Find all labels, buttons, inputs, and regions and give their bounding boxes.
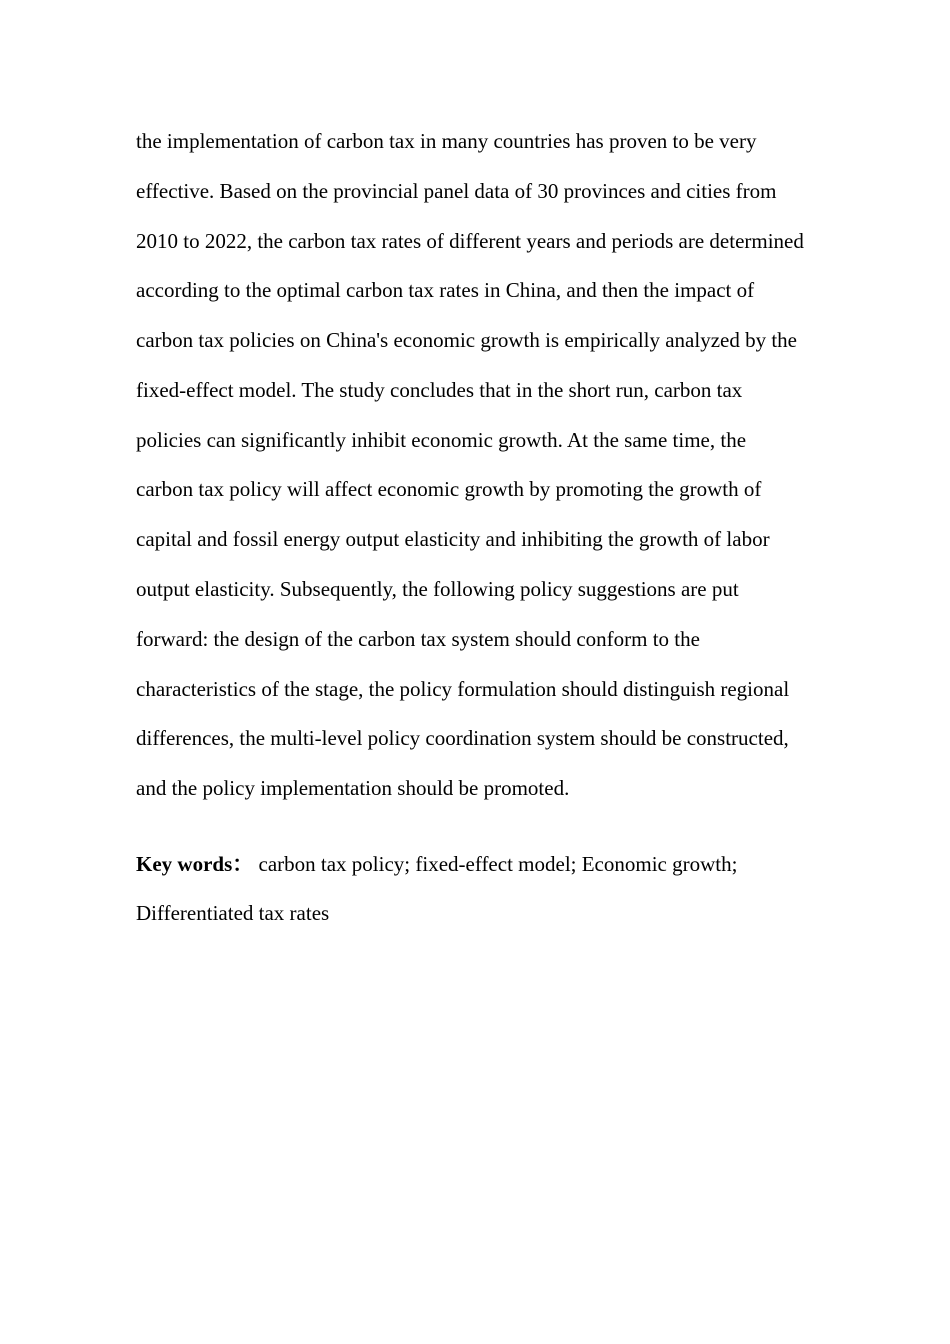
abstract-line: carbon tax policy will affect economic growth by promoting the growth of bbox=[136, 477, 762, 501]
abstract-line: and the policy implementation should be promoted. bbox=[136, 776, 570, 800]
abstract-line: carbon tax policies on China's economic growth is empirically analyzed by the bbox=[136, 328, 798, 352]
abstract-line: differences, the multi-level policy coordination system should be constructed, bbox=[136, 726, 789, 750]
abstract-line: characteristics of the stage, the policy formulation should distinguish regional bbox=[136, 677, 790, 701]
keywords-line bbox=[136, 852, 737, 876]
abstract-line: effective. Based on the provincial panel data of 30 provinces and cities from bbox=[136, 179, 777, 203]
abstract-line: output elasticity. Subsequently, the following policy suggestions are put bbox=[136, 577, 739, 601]
keywords-label: Key words： bbox=[136, 852, 254, 876]
abstract-line: policies can significantly inhibit economic growth. At the same time, the bbox=[136, 428, 747, 452]
abstract-line: fixed-effect model. The study concludes that in the short run, carbon tax bbox=[136, 378, 743, 402]
keywords-list: carbon tax policy; fixed-effect model; Economic growth; bbox=[258, 852, 738, 876]
keywords-line-continued: Differentiated tax rates bbox=[136, 901, 330, 925]
abstract-line: according to the optimal carbon tax rates in China, and then the impact of bbox=[136, 278, 755, 302]
abstract-line: forward: the design of the carbon tax system should conform to the bbox=[136, 627, 700, 651]
abstract-line: 2010 to 2022, the carbon tax rates of different years and periods are determined bbox=[136, 229, 804, 253]
abstract-line: the implementation of carbon tax in many countries has proven to be very bbox=[136, 129, 757, 153]
abstract-line: capital and fossil energy output elasticity and inhibiting the growth of labor bbox=[136, 527, 770, 551]
